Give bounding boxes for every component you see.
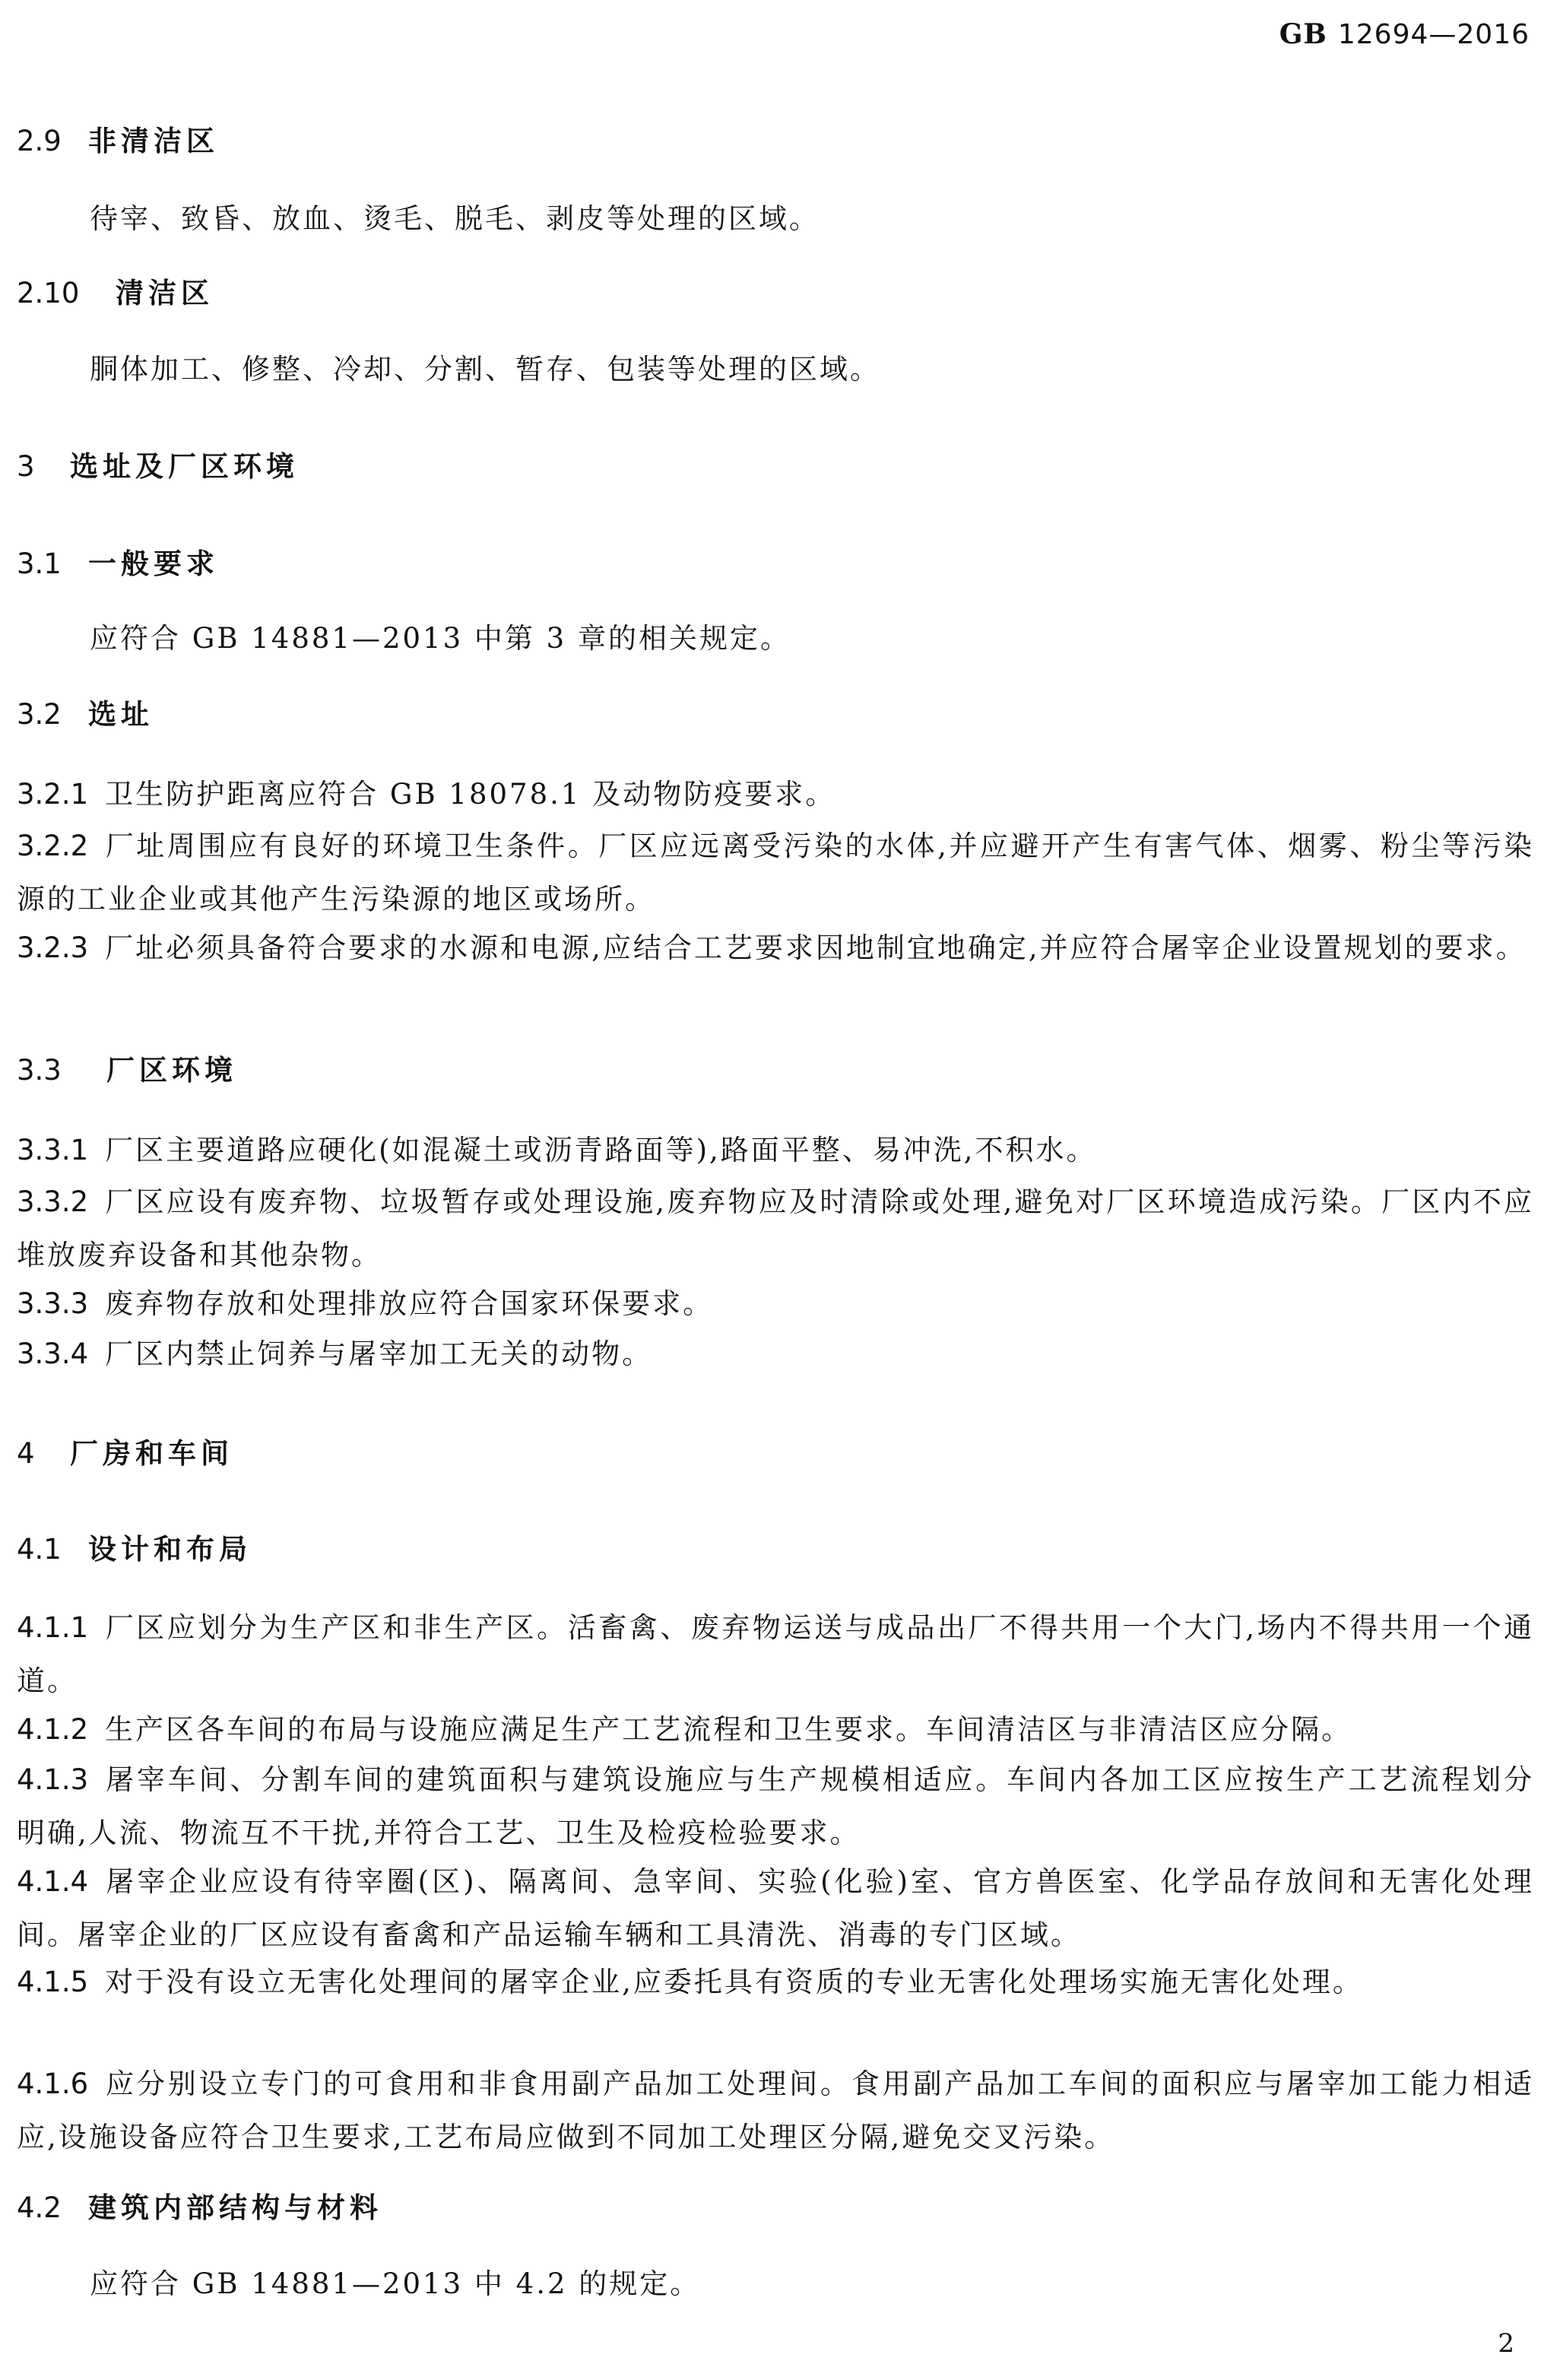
clause-3-3-4 xyxy=(17,1328,1534,1381)
section-number: 2.10 xyxy=(17,277,80,309)
clause-text: 厂区应设有废弃物、垃圾暂存或处理设施,废弃物应及时清除或处理,避免对厂区环境造成污染。厂区内不应堆放废弃设备和其他杂物。 xyxy=(17,1185,1534,1271)
section-title: 建筑内部结构与材料 xyxy=(88,2191,382,2224)
standard-number: 12694—2016 xyxy=(1337,19,1530,50)
clause-number: 4.1.2 xyxy=(17,1713,89,1746)
section-number: 4.1 xyxy=(17,1533,62,1566)
clause-number: 3.3.3 xyxy=(17,1287,89,1320)
section-title: 厂房和车间 xyxy=(70,1437,233,1470)
heading-4 xyxy=(17,1436,233,1472)
clause-number: 4.1.3 xyxy=(17,1763,89,1796)
clause-text: 卫生防护距离应符合 GB 18078.1 及动物防疫要求。 xyxy=(105,778,836,811)
heading-2-9 xyxy=(17,123,219,160)
clause-3-3-2 xyxy=(17,1176,1534,1282)
clause-number: 3.2.3 xyxy=(17,931,89,964)
clause-4-1-2 xyxy=(17,1703,1534,1756)
clause-text: 屠宰企业应设有待宰圈(区)、隔离间、急宰间、实验(化验)室、官方兽医室、化学品存放间和无害化处理间。屠宰企业的厂区应设有畜禽和产品运输车辆和工具清洗、消毒的专门区域。 xyxy=(17,1865,1534,1951)
clause-number: 3.3.2 xyxy=(17,1185,89,1218)
clause-number: 3.2.2 xyxy=(17,830,89,862)
clause-text: 屠宰车间、分割车间的建筑面积与建筑设施应与生产规模相适应。车间内各加工区应按生产工艺流程划分明确,人流、物流互不干扰,并符合工艺、卫生及检疫检验要求。 xyxy=(17,1763,1534,1849)
clause-number: 3.3.1 xyxy=(17,1134,89,1166)
clause-text: 厂区主要道路应硬化(如混凝土或沥青路面等),路面平整、易冲洗,不积水。 xyxy=(105,1134,1097,1166)
heading-4-2 xyxy=(17,2190,382,2226)
clause-3-1-body: 应符合 GB 14881—2013 中第 3 章的相关规定。 xyxy=(90,622,791,655)
clause-number: 4.1.5 xyxy=(17,1966,89,1998)
heading-3-1 xyxy=(17,546,219,582)
section-title: 选址及厂区环境 xyxy=(70,450,299,483)
clause-number: 4.1.1 xyxy=(17,1611,89,1644)
clause-3-3-1 xyxy=(17,1124,1534,1177)
section-title: 厂区环境 xyxy=(106,1054,237,1087)
clause-3-3-3 xyxy=(17,1277,1534,1331)
section-number: 3.2 xyxy=(17,698,62,731)
clause-number: 3.3.4 xyxy=(17,1338,89,1370)
section-title: 选址 xyxy=(88,698,154,731)
section-title: 清洁区 xyxy=(116,277,214,309)
section-number: 3.3 xyxy=(17,1054,62,1087)
clause-3-2-1 xyxy=(17,768,1534,821)
heading-4-1 xyxy=(17,1531,252,1568)
definition-2-10: 胴体加工、修整、冷却、分割、暂存、包装等处理的区域。 xyxy=(90,353,880,386)
clause-4-2-body: 应符合 GB 14881—2013 中 4.2 的规定。 xyxy=(90,2267,701,2300)
clause-3-2-2 xyxy=(17,820,1534,926)
section-number: 2.9 xyxy=(17,125,62,157)
section-number: 3 xyxy=(17,450,35,483)
clause-text: 对于没有设立无害化处理间的屠宰企业,应委托具有资质的专业无害化处理场实施无害化处理。 xyxy=(105,1966,1363,1998)
section-number: 4.2 xyxy=(17,2191,62,2224)
section-title: 设计和布局 xyxy=(88,1533,252,1566)
page-number: 2 xyxy=(1498,2328,1514,2359)
clause-4-1-4 xyxy=(17,1855,1534,1962)
clause-4-1-3 xyxy=(17,1753,1534,1860)
section-title: 一般要求 xyxy=(88,547,219,580)
clause-number: 4.1.6 xyxy=(17,2067,89,2100)
standard-prefix: GB xyxy=(1279,18,1327,50)
clause-3-2-3 xyxy=(17,922,1534,975)
clause-number: 3.2.1 xyxy=(17,778,89,811)
clause-4-1-5 xyxy=(17,1956,1534,2009)
clause-text: 废弃物存放和处理排放应符合国家环保要求。 xyxy=(105,1287,714,1320)
clause-text: 生产区各车间的布局与设施应满足生产工艺流程和卫生要求。车间清洁区与非清洁区应分隔。 xyxy=(105,1713,1352,1746)
section-title: 非清洁区 xyxy=(88,125,219,157)
clause-number: 4.1.4 xyxy=(17,1865,89,1898)
clause-4-1-6 xyxy=(17,2058,1534,2164)
clause-text: 厂区内禁止饲养与屠宰加工无关的动物。 xyxy=(105,1338,653,1370)
clause-text: 厂址周围应有良好的环境卫生条件。厂区应远离受污染的水体,并应避开产生有害气体、烟雾、粉尘等污染源的工业企业或其他产生污染源的地区或场所。 xyxy=(17,830,1534,916)
section-number: 4 xyxy=(17,1437,35,1470)
clause-text: 厂址必须具备符合要求的水源和电源,应结合工艺要求因地制宜地确定,并应符合屠宰企业设置规划的要求。 xyxy=(105,931,1527,964)
definition-2-9: 待宰、致昏、放血、烫毛、脱毛、剥皮等处理的区域。 xyxy=(90,202,820,235)
clause-text: 厂区应划分为生产区和非生产区。活畜禽、废弃物运送与成品出厂不得共用一个大门,场内不得共用一个通道。 xyxy=(17,1611,1534,1697)
heading-3 xyxy=(17,449,299,485)
heading-3-3 xyxy=(17,1052,237,1089)
clause-4-1-1 xyxy=(17,1601,1534,1708)
section-number: 3.1 xyxy=(17,547,62,580)
clause-text: 应分别设立专门的可食用和非食用副产品加工处理间。食用副产品加工车间的面积应与屠宰加工能力相适应,设施设备应符合卫生要求,工艺布局应做到不同加工处理区分隔,避免交叉污染。 xyxy=(17,2067,1534,2153)
heading-2-10 xyxy=(17,275,214,312)
heading-3-2 xyxy=(17,697,154,733)
